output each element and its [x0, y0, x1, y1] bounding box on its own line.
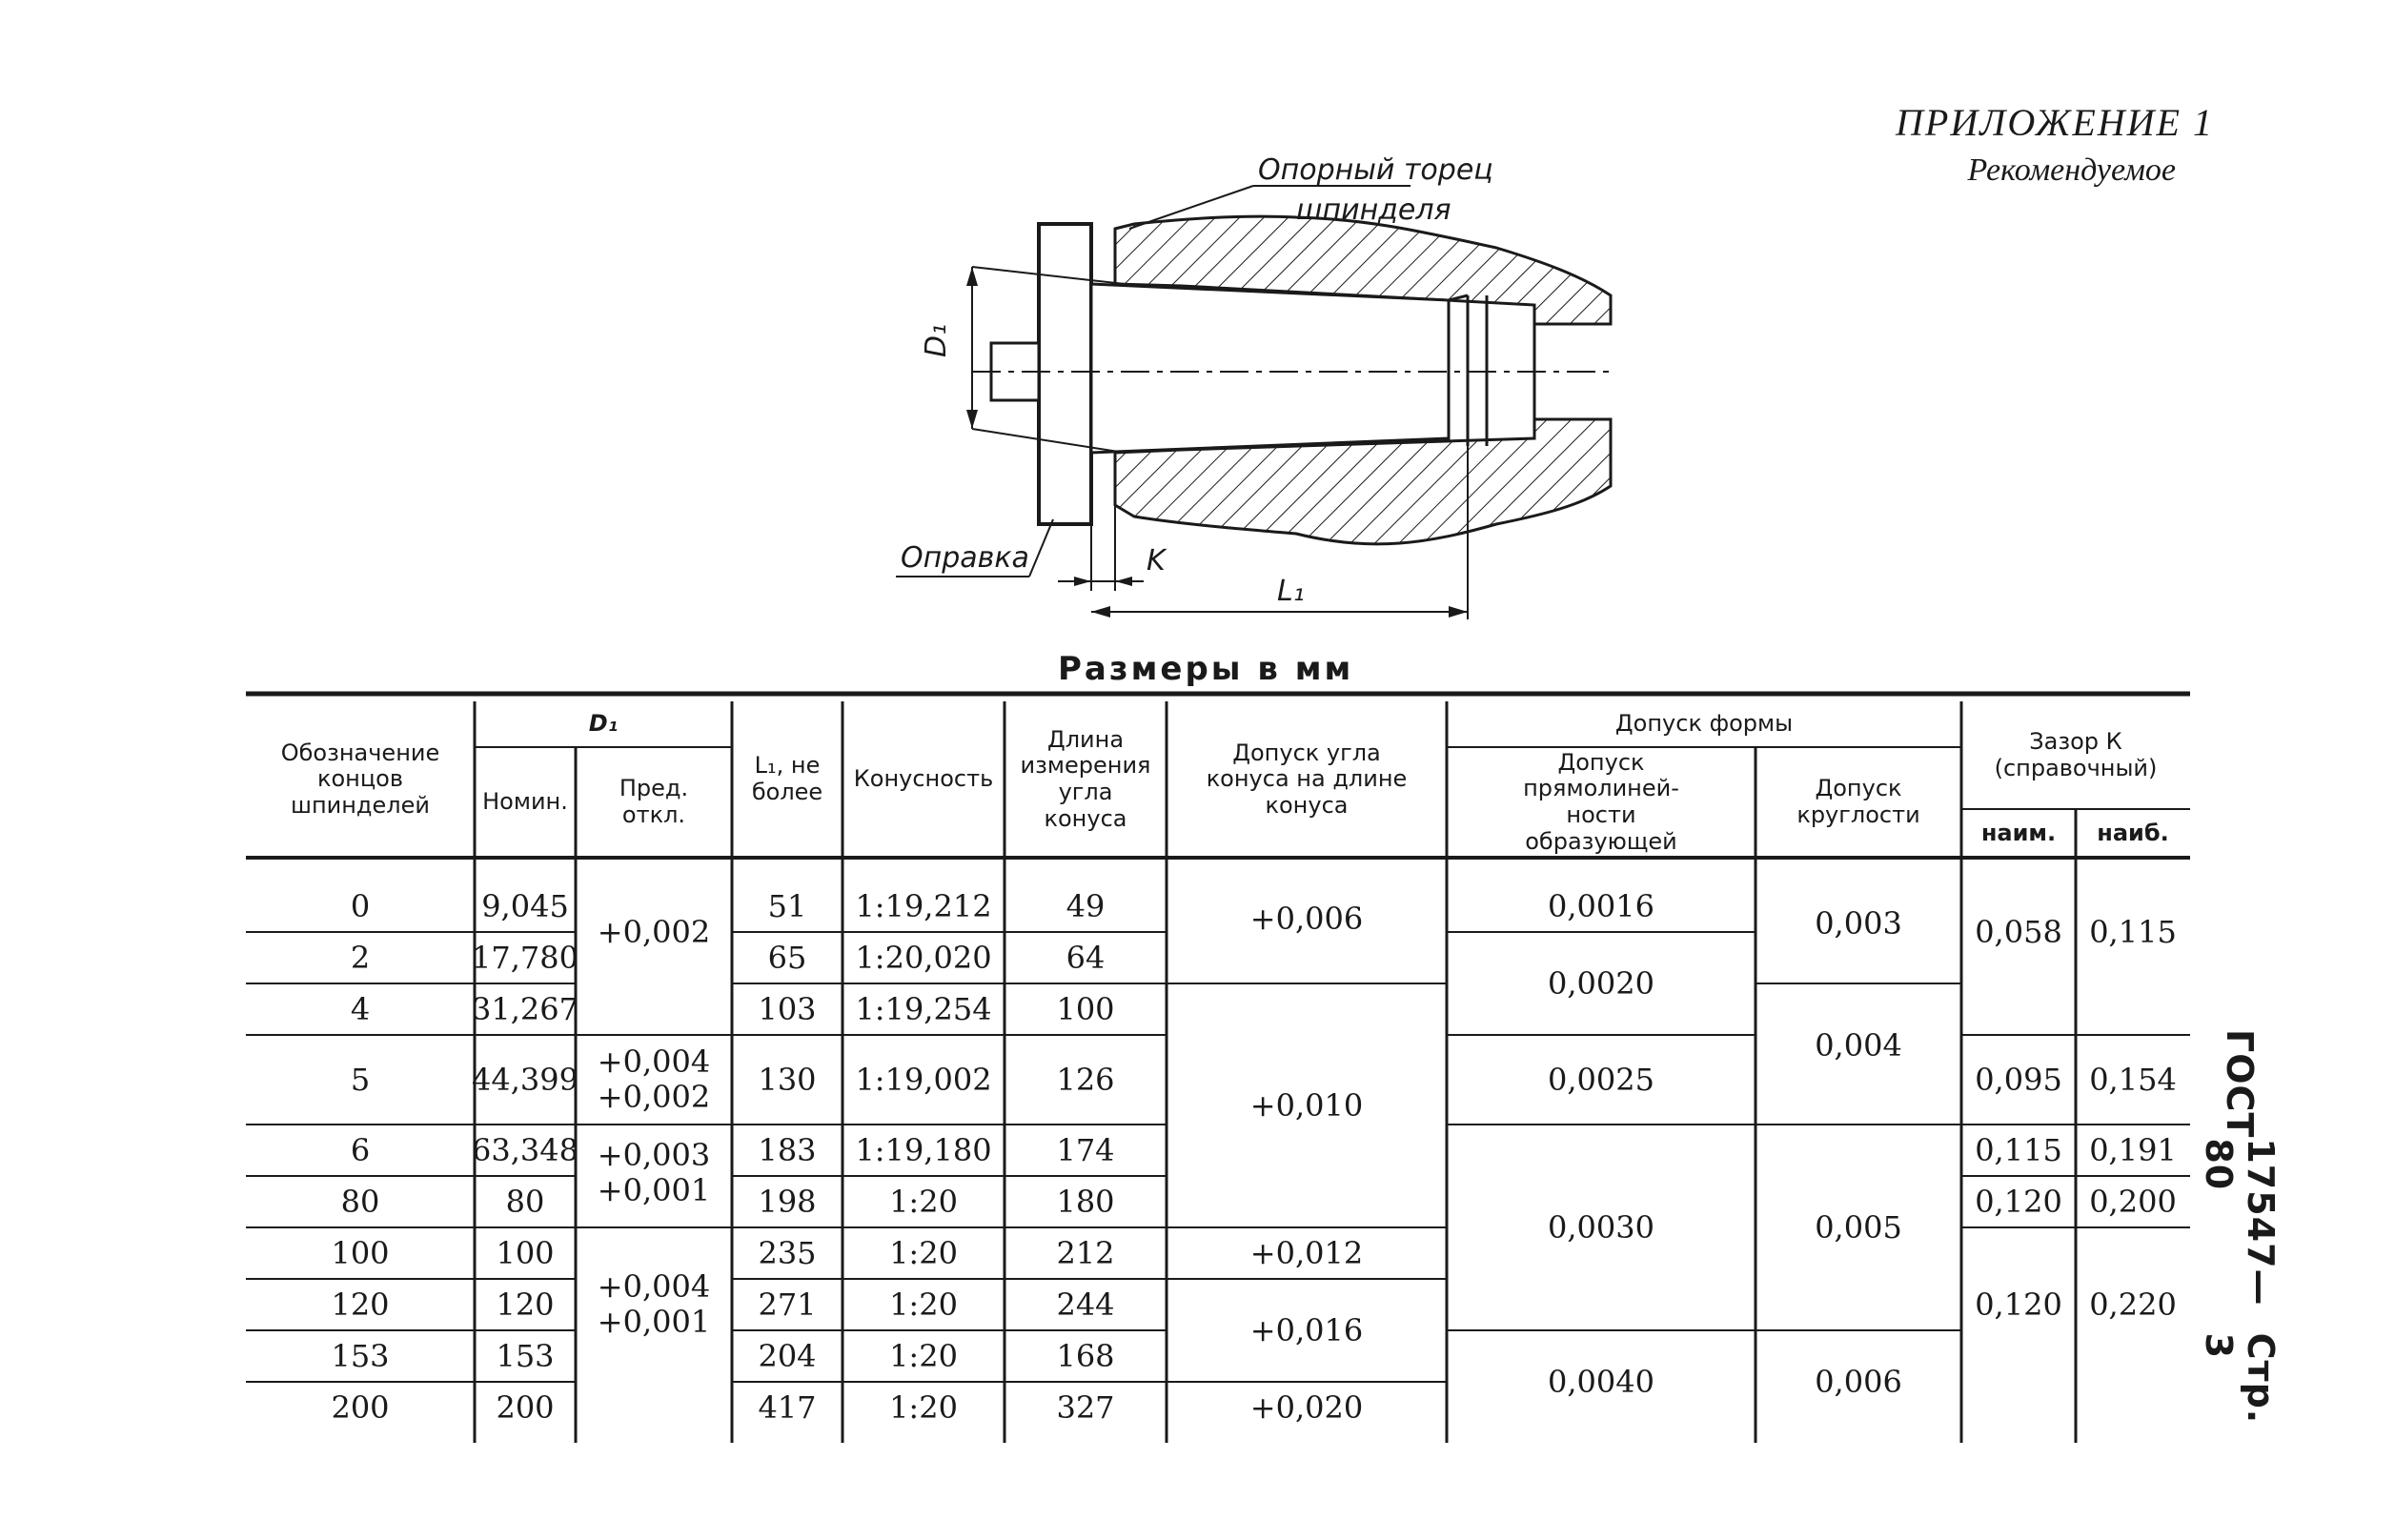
measure-80: 180: [1056, 1183, 1115, 1220]
measure-5: 126: [1056, 1061, 1115, 1098]
taper-4: 1:19,254: [855, 990, 992, 1027]
deviation-6-80: [576, 1125, 732, 1227]
gap-min-5: 0,095: [1975, 1061, 2062, 1098]
l1-0: 51: [767, 887, 807, 924]
dimensions-table: [246, 690, 2190, 1443]
header-taper: Конусность: [853, 765, 994, 793]
mandrel-taper: [1091, 284, 1449, 453]
gap-min-0-4: 0,058: [1975, 913, 2062, 950]
straightness-153-200: 0,0040: [1548, 1363, 1654, 1400]
deviation-5-upper: +0,004: [597, 1044, 711, 1081]
measure-2: 64: [1066, 939, 1106, 976]
nominal-2: 17,780: [472, 939, 578, 976]
angle-tol-200: +0,020: [1249, 1388, 1364, 1426]
measure-200: 327: [1056, 1388, 1115, 1426]
gap-max-100-200: 0,220: [2089, 1286, 2177, 1323]
deviation-0-4: +0,002: [597, 913, 711, 950]
angle-tol-100: +0,012: [1249, 1234, 1364, 1271]
roundness-200: 0,006: [1815, 1363, 1902, 1400]
measure-4: 100: [1056, 990, 1115, 1027]
taper-200: 1:20: [889, 1388, 958, 1426]
mandrel-label: Оправка: [901, 541, 1029, 575]
l1-2: 65: [767, 939, 807, 976]
roundness-0-2: 0,003: [1815, 904, 1902, 942]
deviation-5-lower: +0,002: [597, 1079, 711, 1115]
header-d1-deviation: Пред. откл.: [619, 775, 689, 828]
support-face-label: Опорный торец: [1258, 153, 1493, 187]
spindle-drawing: [877, 143, 1639, 648]
appendix-heading: [1896, 100, 2214, 189]
designation-100: 100: [331, 1234, 390, 1271]
angle-tol-0-2: +0,006: [1249, 900, 1364, 937]
gap-min-6: 0,115: [1975, 1131, 2062, 1168]
designation-153: 153: [331, 1337, 390, 1374]
nominal-200: 200: [496, 1388, 555, 1426]
l1-153: 204: [758, 1337, 817, 1374]
angle-tol-120-153: +0,016: [1249, 1311, 1364, 1348]
gost-number: 17547—80: [2198, 1138, 2282, 1307]
straightness-6-120: 0,0030: [1548, 1208, 1654, 1246]
nominal-80: 80: [505, 1183, 545, 1220]
designation-4: 4: [350, 990, 371, 1027]
nominal-100: 100: [496, 1234, 555, 1271]
header-roundness: Допуск круглости: [1796, 775, 1920, 828]
header-l1: L₁, не более: [751, 752, 823, 805]
measure-6: 174: [1056, 1131, 1115, 1168]
l1-80: 198: [758, 1183, 817, 1220]
nominal-153: 153: [496, 1337, 555, 1374]
nominal-6: 63,348: [472, 1131, 578, 1168]
measure-153: 168: [1056, 1337, 1115, 1374]
l1-4: 103: [758, 990, 817, 1027]
roundness-6-153: 0,005: [1815, 1208, 1902, 1246]
l1-label: L₁: [1277, 575, 1305, 608]
angle-tol-4-80: +0,010: [1249, 1086, 1364, 1124]
page-number: Стр. 3: [2198, 1332, 2282, 1425]
deviation-100-200-upper: +0,004: [597, 1268, 711, 1306]
measure-100: 212: [1056, 1234, 1115, 1271]
nominal-4: 31,267: [472, 990, 578, 1027]
taper-120: 1:20: [889, 1286, 958, 1323]
l1-5: 130: [758, 1061, 817, 1098]
taper-153: 1:20: [889, 1337, 958, 1374]
l1-6: 183: [758, 1131, 817, 1168]
designation-200: 200: [331, 1388, 390, 1426]
gap-max-80: 0,200: [2089, 1183, 2177, 1220]
mandrel-flange: [1039, 224, 1091, 524]
designation-2: 2: [350, 939, 371, 976]
deviation-6-80-upper: +0,003: [597, 1137, 711, 1173]
header-d1-nominal: Номин.: [482, 788, 568, 816]
taper-5: 1:19,002: [855, 1061, 992, 1098]
l1-200: 417: [758, 1388, 817, 1426]
side-label-text: [2198, 1029, 2282, 1449]
roundness-4-5: 0,004: [1815, 1026, 1902, 1064]
support-face-label-2: шпинделя: [1296, 193, 1451, 227]
appendix-title: ПРИЛОЖЕНИЕ 1: [1896, 101, 2214, 144]
gap-max-6: 0,191: [2089, 1131, 2177, 1168]
taper-6: 1:19,180: [855, 1131, 992, 1168]
measure-120: 244: [1056, 1286, 1115, 1323]
header-d1: D₁: [588, 710, 619, 738]
header-form-tolerance: Допуск формы: [1614, 710, 1794, 738]
deviation-100-200-lower: +0,001: [597, 1304, 711, 1340]
side-label: [2198, 1029, 2282, 1449]
taper-0: 1:19,212: [855, 887, 992, 924]
designation-5: 5: [350, 1061, 371, 1098]
gap-min-100-200: 0,120: [1975, 1286, 2062, 1323]
straightness-0: 0,0016: [1548, 887, 1654, 924]
d1-label: D₁: [920, 323, 953, 357]
deviation-6-80-lower: +0,001: [597, 1171, 711, 1208]
gap-max-5: 0,154: [2089, 1061, 2177, 1098]
gost-label: ГОСТ: [2219, 1029, 2261, 1139]
nominal-5: 44,399: [472, 1061, 578, 1098]
header-straightness: Допуск прямолиней-ности образующей: [1523, 748, 1679, 855]
gap-max-0-4: 0,115: [2089, 913, 2177, 950]
deviation-100-200: [576, 1227, 732, 1382]
header-measure-length: Длина измерения угла конуса: [1020, 725, 1151, 832]
designation-120: 120: [331, 1286, 390, 1323]
l1-120: 271: [758, 1286, 817, 1323]
measure-0: 49: [1066, 887, 1106, 924]
gap-min-80: 0,120: [1975, 1183, 2062, 1220]
designation-6: 6: [350, 1131, 371, 1168]
nominal-120: 120: [496, 1286, 555, 1323]
straightness-5: 0,0025: [1548, 1061, 1654, 1098]
header-gap: Зазор К (справочный): [1994, 727, 2158, 781]
taper-100: 1:20: [889, 1234, 958, 1271]
k-label: K: [1147, 544, 1166, 578]
header-angle-tolerance: Допуск угла конуса на длине конуса: [1206, 739, 1408, 819]
nominal-0: 9,045: [481, 887, 569, 924]
header-designation: Обозначение концов шпинделей: [280, 739, 440, 819]
header-gap-min: наим.: [1980, 819, 2057, 846]
l1-100: 235: [758, 1234, 817, 1271]
designation-80: 80: [340, 1183, 380, 1220]
deviation-5: [576, 1035, 732, 1125]
straightness-2-4: 0,0020: [1548, 964, 1654, 1002]
designation-0: 0: [350, 887, 371, 924]
taper-80: 1:20: [889, 1183, 958, 1220]
table-caption: Размеры в мм: [1058, 650, 1354, 688]
appendix-subtitle: Рекомендуемое: [1967, 152, 2176, 188]
taper-2: 1:20,020: [855, 939, 992, 976]
header-gap-max: наиб.: [2097, 819, 2169, 846]
